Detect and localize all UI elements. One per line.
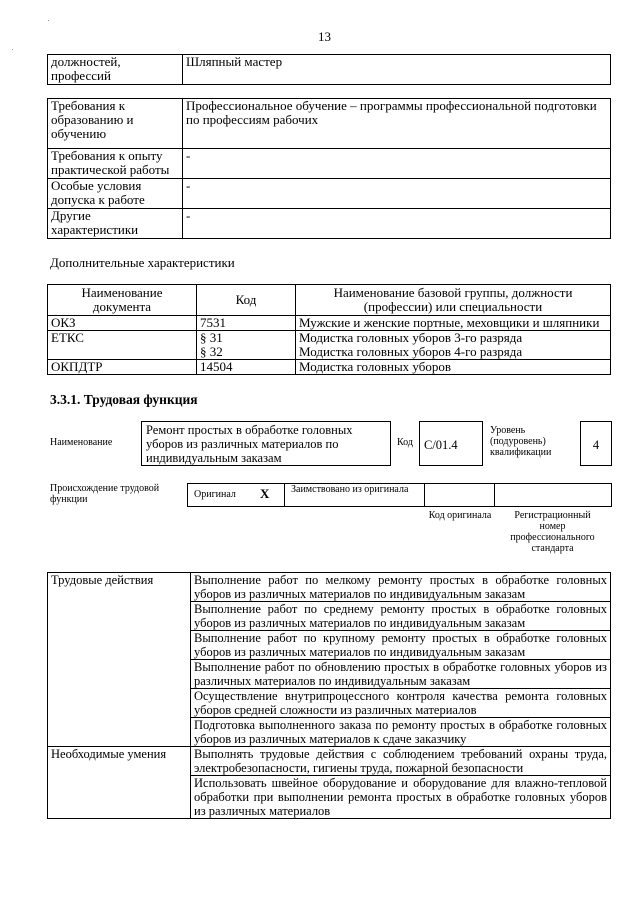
borrowed-label: Заимствовано из оригинала (291, 484, 409, 495)
requirement-row (48, 209, 611, 239)
title-value: Шляпный мастер (183, 55, 611, 85)
skills-label: Необходимые умения (48, 747, 191, 819)
table-row (48, 316, 611, 331)
function-name-label: Наименование (50, 437, 113, 448)
list-item: Выполнение работ по среднему ремонту простых в обработке головных уборов из различных материалов по индивидуальным заказам (191, 602, 611, 631)
original-label: Оригинал (194, 489, 236, 500)
title-label: должностей, профессий (48, 55, 183, 85)
list-item: Использовать швейное оборудование и оборудование для влажно-тепловой обработки при выполнении ремонта простых в обработке головных уборов из различных материалов (191, 776, 611, 819)
header-document: Наименование документа (48, 285, 197, 316)
origin-divider (424, 483, 425, 507)
requirement-row (48, 179, 611, 209)
function-heading: 3.3.1. Трудовая функция (50, 392, 198, 407)
original-mark: X (260, 486, 270, 501)
additional-table (47, 284, 611, 375)
requirement-label: Требования к опыту практической работы (48, 149, 183, 179)
level-value: 4 (580, 421, 612, 466)
doc-cell: ОКЗ (48, 316, 197, 331)
additional-heading: Дополнительные характеристики (50, 255, 235, 270)
header-code: Код (197, 285, 296, 316)
code-cell: 7531 (197, 316, 296, 331)
title-table (47, 54, 611, 85)
list-item: Осуществление внутрипроцессного контроля качества ремонта головных уборов средней сложности из различных материалов (191, 689, 611, 718)
list-item: Выполнение работ по крупному ремонту простых в обработке головных уборов из различных материалов по индивидуальным заказам (191, 631, 611, 660)
table-row (48, 747, 611, 776)
code-cell: 14504 (197, 360, 296, 375)
list-item: Выполнение работ по мелкому ремонту простых в обработке головных уборов из различных материалов по индивидуальным заказам (191, 573, 611, 602)
code-cell: § 31 (197, 331, 296, 346)
table-row (48, 360, 611, 375)
origin-divider (284, 483, 285, 507)
requirements-table (47, 98, 611, 239)
requirement-row (48, 149, 611, 179)
doc-cell: ОКПДТР (48, 360, 197, 375)
table-row (48, 573, 611, 602)
function-details-table (47, 572, 611, 819)
table-row (48, 331, 611, 346)
requirement-value: Профессиональное обучение – программы профессиональной подготовки по профессиям рабочих (183, 99, 611, 149)
name-cell: Модистка головных уборов 4-го разряда (296, 345, 611, 360)
header-group-name: Наименование базовой группы, должности (профессии) или специальности (296, 285, 611, 316)
function-name-value: Ремонт простых в обработке головных уборов из различных материалов по индивидуальным заказам (141, 421, 391, 466)
name-cell: Модистка головных уборов (296, 360, 611, 375)
function-code-label: Код (397, 437, 413, 448)
requirement-row (48, 99, 611, 149)
requirement-label: Особые условия допуска к работе (48, 179, 183, 209)
actions-label: Трудовые действия (48, 573, 191, 747)
scan-speck (12, 49, 13, 50)
additional-header-row (48, 285, 611, 316)
list-item: Подготовка выполненного заказа по ремонту простых в обработке головных уборов из различных материалов к сдаче заказчику (191, 718, 611, 747)
doc-cell: ЕТКС (48, 331, 197, 360)
scan-speck (48, 20, 49, 21)
page-number: 13 (318, 29, 331, 44)
list-item: Выполнение работ по обновлению простых в обработке головных уборов из различных материалов по индивидуальным заказам (191, 660, 611, 689)
name-cell: Модистка головных уборов 3-го разряда (296, 331, 611, 346)
requirement-value: - (183, 209, 611, 239)
level-label: Уровень (подуровень) квалификации (490, 425, 552, 458)
function-code-value: С/01.4 (419, 421, 483, 466)
code-caption: Код оригинала (428, 510, 492, 521)
requirement-label: Другие характеристики (48, 209, 183, 239)
origin-divider (494, 483, 495, 507)
list-item: Выполнять трудовые действия с соблюдением требований охраны труда, электробезопасности, гигиены труда, пожарной безопасности (191, 747, 611, 776)
reg-caption: Регистрационный номер профессионального стандарта (510, 510, 595, 554)
code-cell: § 32 (197, 345, 296, 360)
name-cell: Мужские и женские портные, меховщики и шляпники (296, 316, 611, 331)
requirement-value: - (183, 179, 611, 209)
requirement-value: - (183, 149, 611, 179)
origin-label: Происхождение трудовой функции (50, 483, 160, 505)
requirement-label: Требования к образованию и обучению (48, 99, 183, 149)
